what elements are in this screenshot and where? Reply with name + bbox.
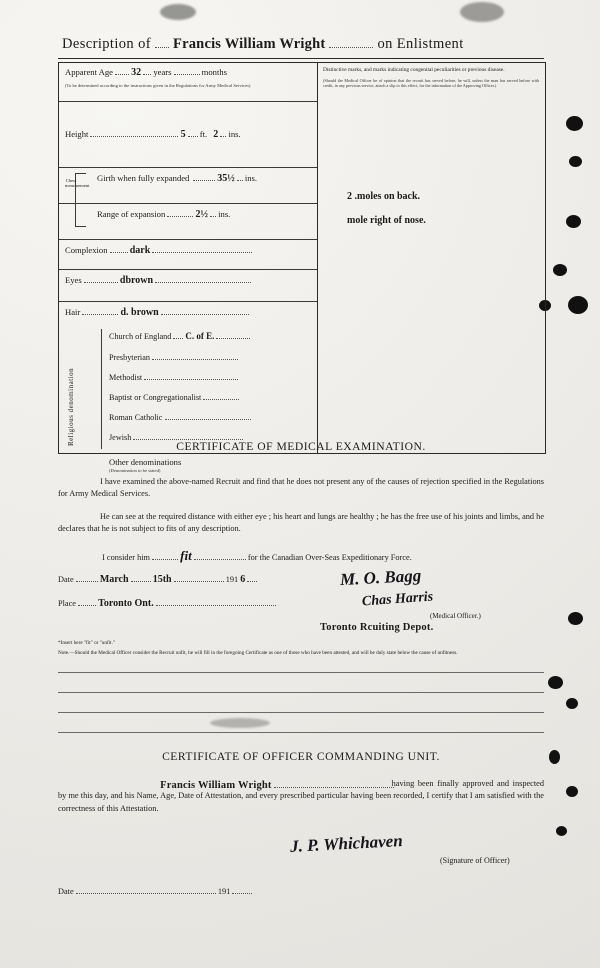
title-suffix: on Enlistment [377, 36, 464, 52]
blank-rule [58, 692, 544, 693]
apparent-age-months: months [201, 67, 227, 77]
blank-rule [58, 732, 544, 733]
ink-blot [566, 116, 583, 131]
medical-paragraph-1-text: I have examined the above-named Recruit and find that he does not present any of the causes of rejection specified in the Regulations for Army Medical Services. [58, 477, 544, 499]
medical-paragraph-2 [58, 511, 544, 536]
row-divider [59, 101, 317, 102]
religion-label: Jewish [109, 433, 132, 442]
medical-paragraph-3 [58, 546, 544, 566]
blank-rule [58, 712, 544, 713]
consider-him-label: I consider him [102, 553, 151, 562]
medical-officer-label: (Medical Officer.) [430, 612, 481, 620]
apparent-age-note: (To be determined according to the instructions given in the Regulations for Army Medical Services) [65, 83, 251, 88]
eyes-value: dbrown [119, 275, 154, 286]
expeditionary-force-text: for the Canadian Over-Seas Expeditionary Force. [247, 553, 412, 562]
height-feet-unit: ft. [199, 129, 208, 139]
religion-label: Roman Catholic [109, 413, 163, 422]
medical-place-value: Toronto Ont. [98, 598, 154, 609]
other-denominations-note: (Denomination to be stated) [109, 468, 161, 473]
row-divider [59, 269, 317, 270]
unit-stamp: Toronto Rcuiting Depot. [320, 622, 434, 633]
medical-officer-signature-1: M. O. Bagg [339, 565, 422, 590]
religion-label: Church of England [109, 332, 172, 341]
medical-date-year-prefix: 191 [225, 575, 239, 584]
header-rule [58, 58, 544, 59]
commanding-officer-signature: J. P. Whichaven [289, 831, 404, 856]
ink-blot [566, 215, 581, 228]
hair-label: Hair [65, 307, 81, 317]
paper-smudge [460, 2, 504, 22]
religion-row-roman-catholic [109, 413, 251, 422]
religion-row-presbyterian [109, 353, 238, 362]
medical-date-month: March [99, 574, 129, 585]
hair-row [65, 307, 311, 318]
religion-side-label: Religious denomination [67, 367, 75, 447]
commanding-officer-heading: CERTIFICATE OF OFFICER COMMANDING UNIT. [162, 750, 440, 763]
commanding-date-year: 191 [217, 887, 231, 896]
complexion-label: Complexion [65, 245, 108, 255]
particulars-table [58, 62, 546, 473]
height-inches-value: 2 [213, 129, 219, 140]
height-row [65, 129, 311, 140]
row-divider [59, 167, 317, 168]
blank-rule [58, 672, 544, 673]
commanding-date-row [58, 886, 544, 898]
row-divider [59, 239, 317, 240]
chest-expansion-value: 2½ [195, 209, 208, 220]
medical-date-year: 6 [240, 574, 246, 585]
chest-expansion-unit: ins. [218, 209, 231, 219]
commanding-name-value: Francis William Wright [160, 780, 272, 791]
height-label: Height [65, 129, 89, 139]
marks-handwritten-2: mole right of nose. [347, 215, 426, 226]
religion-label: Baptist or Congregationalist [109, 393, 202, 402]
chest-girth-label: Girth when fully expanded [97, 173, 190, 183]
chest-girth-unit: ins. [244, 173, 258, 183]
eyes-label: Eyes [65, 275, 82, 285]
medical-place-label: Place [58, 599, 76, 608]
commanding-paragraph-text: having been finally approved and inspected by me this day, and his Name, Age, Date of Attestation, and every prescribed particular having been recorded, I certify that I am satisfied with the correctness of this Attestation. [58, 779, 544, 813]
table-vertical-divider [317, 63, 318, 453]
title-name: Francis William Wright [173, 36, 326, 52]
medical-exam-heading: CERTIFICATE OF MEDICAL EXAMINATION. [176, 440, 426, 453]
complexion-row [65, 245, 311, 256]
other-denominations-row [109, 457, 309, 473]
marks-handwritten-1: 2 .moles on back. [347, 191, 421, 202]
religion-block [65, 329, 311, 449]
chest-girth-row [97, 173, 311, 184]
medical-date-day: 15th [152, 574, 172, 585]
religion-row-church-of-england [109, 331, 250, 341]
other-denominations-label: Other denominations [109, 457, 182, 467]
title-prefix: Description of [62, 36, 151, 52]
chest-expansion-row [97, 209, 311, 220]
religion-inner-divider [101, 329, 311, 449]
medical-paragraph-1 [58, 476, 544, 501]
chest-side-label: Chest measurement [65, 178, 90, 188]
chest-expansion-label: Range of expansion [97, 209, 166, 219]
complexion-value: dark [129, 245, 151, 256]
ink-blot [566, 698, 578, 709]
apparent-age-label: Apparent Age [65, 67, 113, 77]
religion-value: C. of E. [185, 331, 215, 341]
commanding-date-label: Date [58, 887, 74, 896]
paper-smudge [160, 4, 196, 20]
medical-date-row [58, 572, 544, 587]
medical-date-label: Date [58, 575, 74, 584]
religion-label: Presbyterian [109, 353, 150, 362]
form-sheet [40, 26, 560, 942]
medical-paragraph-2-text: He can see at the required distance with either eye ; his heart and lungs are healthy ; he has the free use of his joints and limbs, and he declares that he is not subject to fits of any description. [58, 512, 544, 534]
apparent-age-value: 32 [131, 67, 142, 78]
apparent-age-row [65, 67, 311, 78]
height-feet-value: 5 [180, 129, 186, 140]
hair-value: d. brown [120, 307, 159, 318]
medical-place-row [58, 596, 544, 611]
ink-blot [569, 156, 582, 167]
page-title [62, 36, 542, 53]
religion-label: Methodist [109, 373, 143, 382]
chest-bracket [65, 171, 91, 227]
medical-footnote-note: Note.—Should the Medical Officer consider the Recruit unfit, he will fill in the foregoing Certificate as one of those who have been attested, and will be duly state below the cause of unfitness. [58, 650, 458, 656]
row-divider [59, 301, 317, 302]
fitness-value: fit [180, 548, 192, 563]
ink-blot [566, 786, 578, 797]
marks-column [323, 67, 539, 89]
religion-row-baptist [109, 393, 239, 402]
marks-note: (Should the Medical Officer be of opinion that the recruit has served before, he will, unless the man has served before with credit, in any previous service, attach a slip to this effect, for the information of the Approving Officer.) [323, 78, 539, 89]
commanding-paragraph [58, 778, 544, 815]
medical-officer-signature-2: Chas Harris [361, 589, 434, 610]
chest-girth-value: 35½ [217, 173, 235, 184]
commanding-signature-label: (Signature of Officer) [440, 856, 510, 865]
marks-title: Distinctive marks, and marks indicating congenital peculiarities or previous disease. [323, 67, 505, 73]
ink-blot [568, 612, 583, 625]
height-inches-unit: ins. [228, 129, 241, 139]
ink-blot [568, 296, 588, 314]
apparent-age-years: years [153, 67, 172, 77]
medical-footnote-star: *Insert here "fit" or "unfit." [58, 640, 116, 646]
religion-row-methodist [109, 373, 238, 382]
eyes-row [65, 275, 311, 286]
row-divider [59, 203, 317, 204]
